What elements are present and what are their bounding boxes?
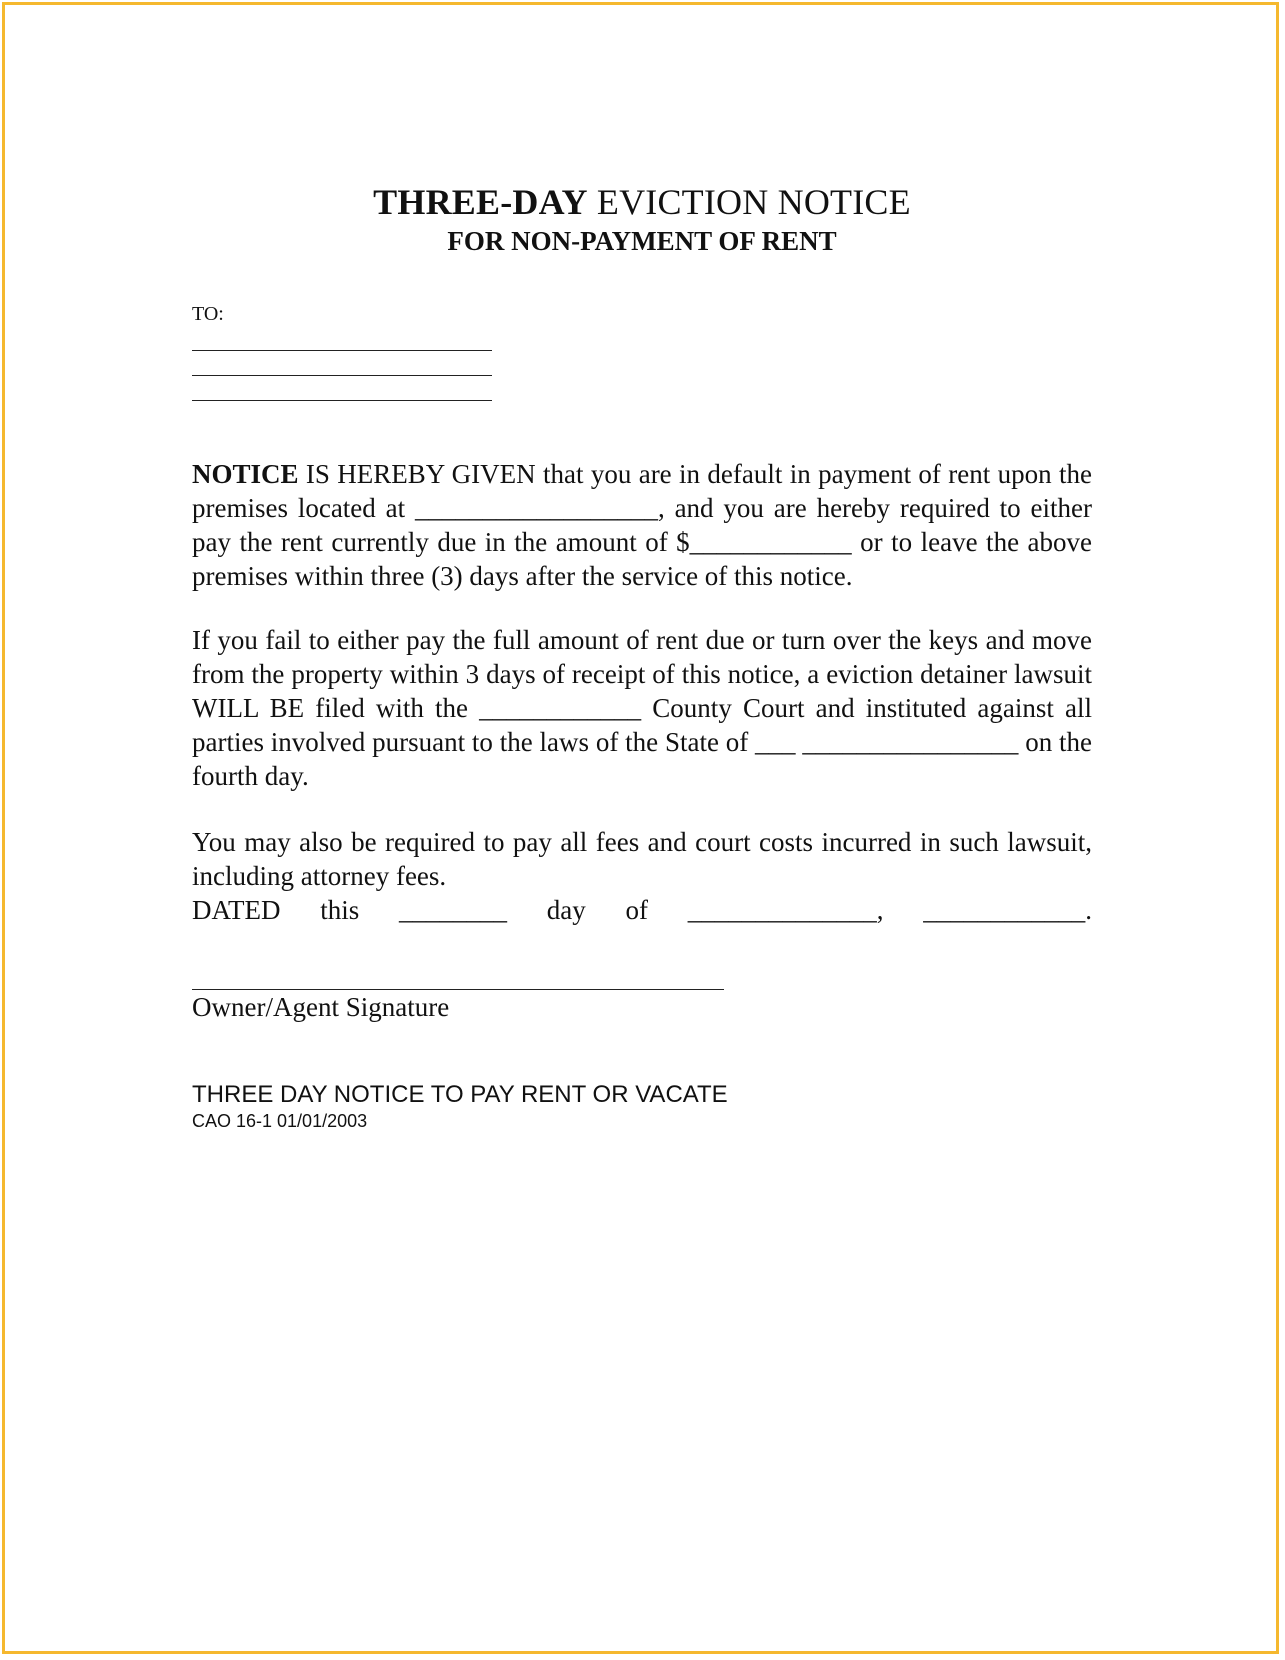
notice-paragraph (192, 457, 1092, 593)
fees-paragraph: You may also be required to pay all fees and court costs incurred in such lawsuit, including attorney fees. (192, 827, 1092, 891)
notice-lead: NOTICE (192, 459, 299, 489)
footer-title: THREE DAY NOTICE TO PAY RENT OR VACATE (192, 1081, 728, 1108)
dated-this: this (320, 895, 360, 925)
recipient-line-1 (192, 326, 492, 351)
notice-body: IS HEREBY GIVEN that you are in default in payment of rent upon the premises located at __________________, and you are hereby required to either pay the rent currently due in the amount of $____________ or to leave the above premises within three (3) days after the service of this notice. (192, 459, 1092, 591)
dated-month-blank: ______________, (687, 895, 884, 925)
recipient-line-3 (192, 376, 492, 401)
title-bold-part: THREE-DAY (373, 182, 588, 222)
consequence-paragraph: If you fail to either pay the full amount of rent due or turn over the keys and move from the property within 3 days of receipt of this notice, a eviction detainer lawsuit WILL BE filed with the ____________ County Court and instituted against all parties involved pursuant to the laws of the State of ___ ________________ on the fourth day. (192, 625, 1092, 791)
recipient-block (192, 302, 1092, 401)
dated-year-blank: ____________. (923, 895, 1092, 925)
document-subtitle: FOR NON-PAYMENT OF RENT (447, 226, 837, 256)
document-title (192, 180, 1092, 224)
dated-line (192, 893, 1092, 927)
dated-day-blank: ________ (399, 895, 508, 925)
eviction-notice-document (192, 180, 1092, 1132)
title-rest: EVICTION NOTICE (587, 182, 911, 222)
signature-block (192, 971, 1092, 1024)
recipient-line-2 (192, 351, 492, 376)
dated-word: DATED (192, 895, 281, 925)
dated-day-word: day (546, 895, 586, 925)
dated-of: of (625, 895, 648, 925)
form-footer (192, 1080, 1092, 1132)
to-label: TO: (192, 303, 224, 325)
signature-label: Owner/Agent Signature (192, 992, 450, 1022)
signature-line (192, 971, 724, 990)
form-code: CAO 16-1 01/01/2003 (192, 1111, 368, 1131)
